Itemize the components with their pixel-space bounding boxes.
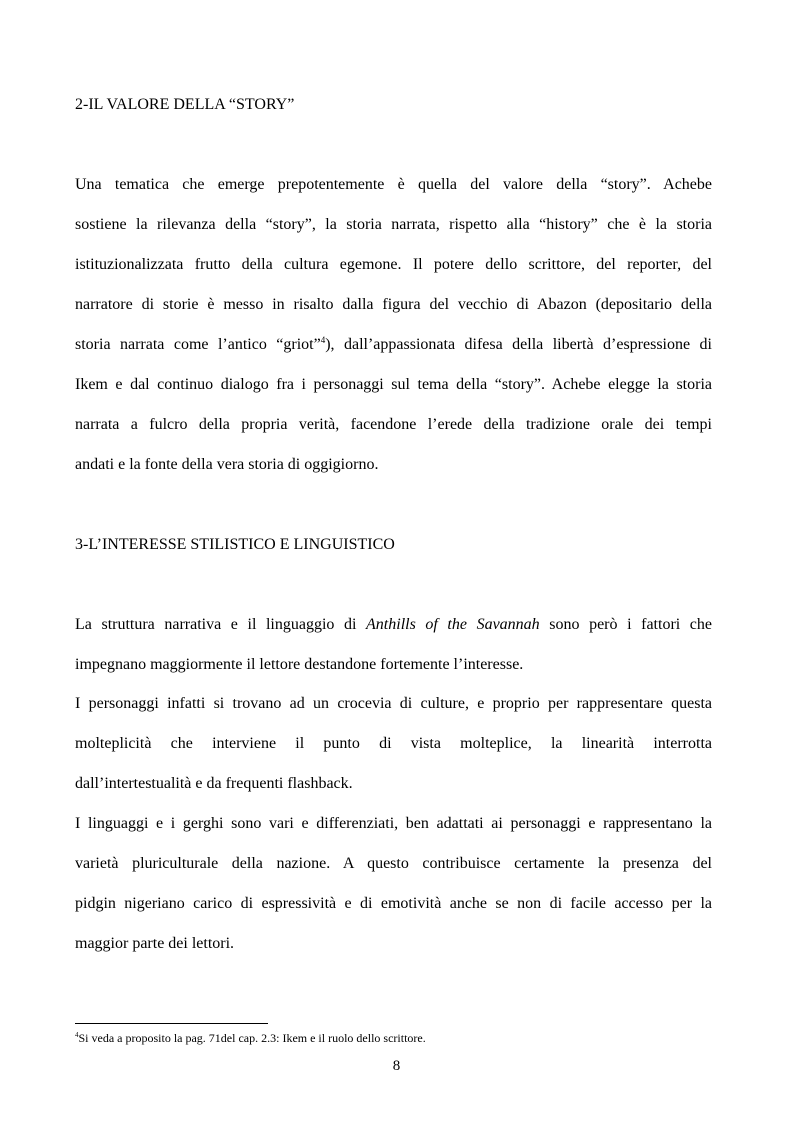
text-line: narrata a fulcro della propria verità, facendone l’erede della tradizione orale dei tempi (75, 416, 712, 433)
footnote-text: Si veda a proposito la pag. 71del cap. 2.3: Ikem e il ruolo dello scrittore. (78, 1031, 426, 1045)
text-run: sono però i fattori che (539, 616, 713, 633)
text-line: I linguaggi e i gerghi sono vari e differenziati, ben adattati ai personaggi e rappresentano la (75, 815, 712, 832)
text-line: Ikem e dal continuo dialogo fra i personaggi sul tema della “story”. Achebe elegge la storia (75, 376, 712, 393)
text-line: impegnano maggiormente il lettore destandone fortemente l’interesse. (75, 656, 524, 673)
text-run: La struttura narrativa e il linguaggio di (75, 616, 367, 633)
text-line: varietà pluriculturale della nazione. A questo contribuisce certamente la presenza del (75, 855, 712, 872)
footnote (75, 1031, 426, 1045)
page-number: 8 (392, 1058, 401, 1074)
text-line: Una tematica che emerge prepotentemente è quella del valore della “story”. Achebe (75, 176, 712, 193)
text-line: dall’intertestualità e da frequenti flashback. (75, 775, 353, 792)
text-line: I personaggi infatti si trovano ad un crocevia di culture, e proprio per rappresentare questa (75, 695, 712, 712)
section-2-heading: 2-IL VALORE DELLA “STORY” (75, 96, 295, 113)
section-3-heading: 3-L’INTERESSE STILISTICO E LINGUISTICO (75, 536, 395, 553)
footnote-marker: 4 (320, 335, 326, 345)
book-title: Anthills of the Savannah (366, 616, 540, 633)
footnote-rule (75, 1023, 268, 1024)
footnote-number: 4 (75, 1031, 79, 1039)
text-run: ), dall’appassionata difesa della libertà d’espressione di (325, 336, 713, 353)
text-line: andati e la fonte della vera storia di oggigiorno. (75, 456, 379, 473)
text-line (75, 335, 712, 355)
text-run: storia narrata come l’antico “griot” (75, 336, 321, 353)
text-line: molteplicità che interviene il punto di vista molteplice, la linearità interrotta (75, 735, 712, 752)
text-line: maggior parte dei lettori. (75, 935, 235, 952)
text-line: narratore di storie è messo in risalto dalla figura del vecchio di Abazon (depositario della (75, 296, 712, 313)
text-line: istituzionalizzata frutto della cultura egemone. Il potere dello scrittore, del reporter, del (75, 256, 712, 273)
text-line: sostiene la rilevanza della “story”, la storia narrata, rispetto alla “history” che è la storia (75, 216, 712, 233)
text-line: pidgin nigeriano carico di espressività e di emotività anche se non di facile accesso per la (75, 895, 712, 912)
text-line (75, 615, 712, 635)
